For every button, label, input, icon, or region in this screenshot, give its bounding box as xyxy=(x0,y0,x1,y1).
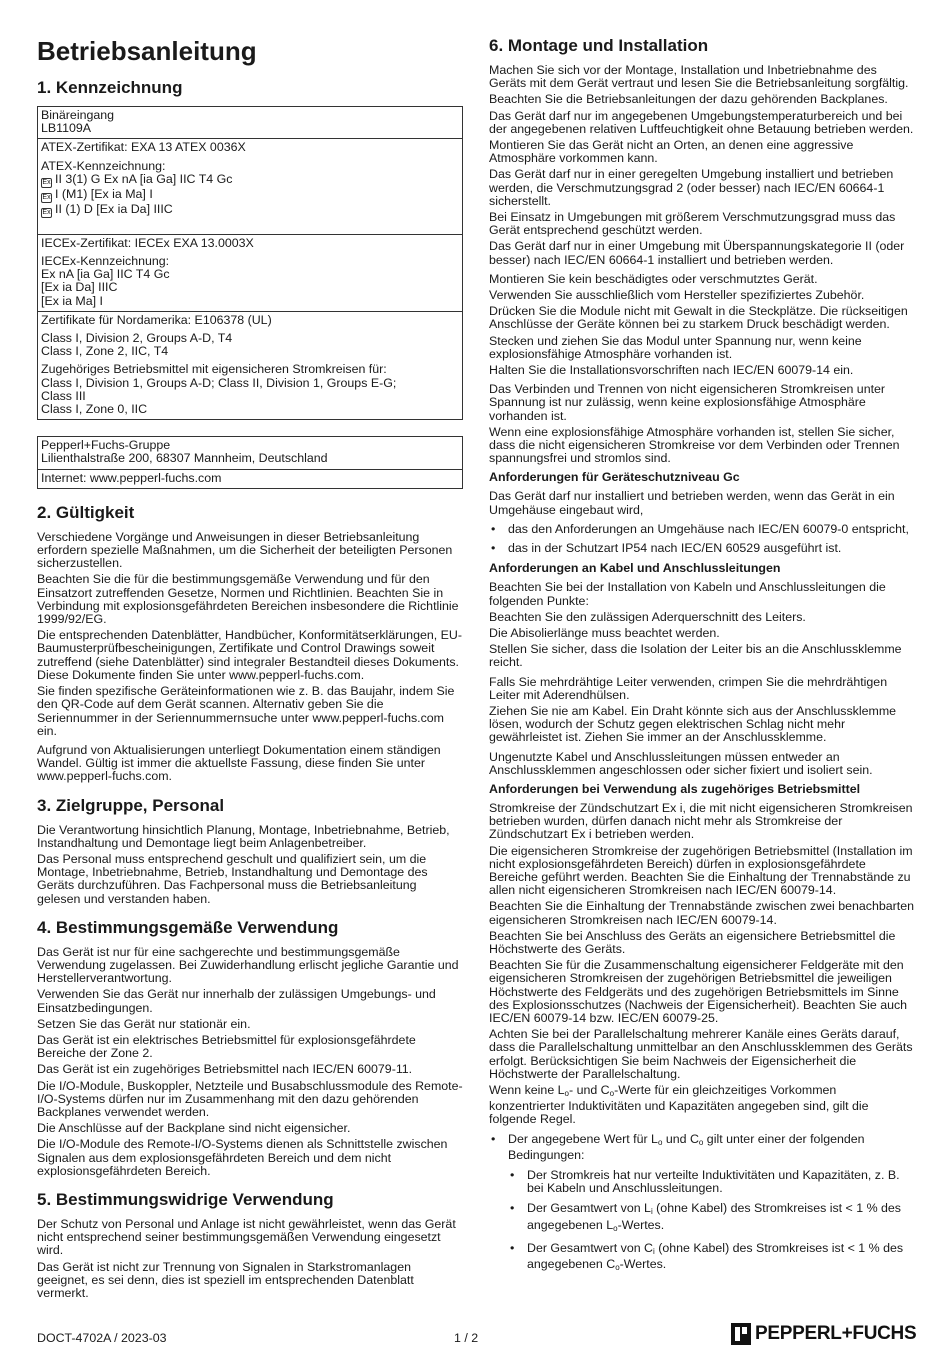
atex-marking-line: Ex II 3(1) G Ex nA [ia Ga] IIC T4 Gc xyxy=(42,171,233,186)
paragraph: Das Verbinden und Trennen von nicht eigensicheren Stromkreisen unter Spannung ist nur zulässig, wenn keine explosionsfähige Atmosphäre vorhanden ist. xyxy=(489,382,886,423)
ul-assoc-line: Class III xyxy=(41,388,86,403)
cable-heading: Anforderungen an Kabel und Anschlussleitungen xyxy=(489,561,781,576)
assoc-heading: Anforderungen bei Verwendung als zugehöriges Betriebsmittel xyxy=(489,781,861,796)
paragraph: Beachten Sie die Einhaltung der Trennabstände zwischen zwei benachbarten eigensicheren Stromkreisen nach IEC/EN 60079-14. xyxy=(489,899,915,927)
paragraph: Beachten Sie bei Anschluss des Geräts an eigensichere Betriebsmittel die Höchstwerte des Geräts. xyxy=(489,928,896,956)
logo-text: PEPPERL+FUCHS xyxy=(755,1323,917,1344)
paragraph: Aufgrund von Aktualisierungen unterliegt Dokumentation einem ständigen Wandel. Gültig ist immer die aktuellste Fassung, diese finden Sie unter www.pepperl-fuchs.com. xyxy=(37,742,441,784)
paragraph: Die I/O-Module, Buskoppler, Netzteile und Busabschlussmodule des Remote-I/O-Systems dürfen nur im Zusammenhang mit den dazu gehörenden Backplanes verwendet werden. xyxy=(37,1078,463,1119)
iecex-certificate: IECEx-Zertifikat: IECEx EXA 13.0003X xyxy=(41,235,254,250)
ul-assoc-line: Zugehöriges Betriebsmittel mit eigensicheren Stromkreisen für: xyxy=(41,362,387,377)
atex-marking-line: Ex I (M1) [Ex ia Ma] I xyxy=(42,186,153,201)
paragraph: Die I/O-Module des Remote-I/O-Systems dienen als Schnittstelle zwischen Signalen aus dem explosionsgefährdeten Bereich und dem nicht explosionsgefährdeten Bereich. xyxy=(37,1137,448,1178)
list-item: • Der angegebene Wert für $L_o$ und $C_o$ gilt unter einer der folgenden Bedingungen: • Der Stromkreis hat nur verteilte Induktivitäten und Kapazitäten, z. B. bei Kabeln und Anschlussleitungen. • Der Gesamtwert von $L_i$ (ohne Kabel) des Stromkreises ist < 1 % des angegebenen $L_o$-Wertes. • Der Gesamtwert von $C_i$ (ohne Kabel) des Stromkreises ist < 1 % des angegebenen $C_o$-Wertes. xyxy=(489,1133,915,1275)
company-cell xyxy=(38,437,462,469)
product-model: LB1109A xyxy=(41,121,92,136)
left-column xyxy=(37,36,463,1303)
list-item: • Der Gesamtwert von $L_i$ (ohne Kabel) des Stromkreises ist < 1 % des angegebenen $L_o$-Wertes. xyxy=(508,1202,915,1234)
lc-paragraph: Wenn keine $L_o-$ und $C_o$-Werte für ein gleichzeitiges Vorkommen konzentrierter Induktivitäten und Kapazitäten angegeben sind, gilt die folgende Regel. xyxy=(489,1083,869,1127)
paragraph: Das Gerät darf nur installiert und betrieben werden, wenn das Gerät in ein Umgehäuse eingebaut wird, xyxy=(489,489,895,517)
section-1-heading: 1. Kennzeichnung xyxy=(37,78,183,97)
right-column xyxy=(489,36,915,1281)
lc-list xyxy=(489,1133,915,1275)
paragraph: Verwenden Sie ausschließlich vom Hersteller spezifiziertes Zubehör. xyxy=(489,288,865,303)
paragraph: Montieren Sie das Gerät nicht an Orten, an denen eine aggressive Atmosphäre vorkommen kann. xyxy=(489,138,854,166)
iecex-marking-label: IECEx-Kennzeichnung: xyxy=(41,254,170,269)
paragraph: Beachten Sie die für die bestimmungsgemäße Verwendung und für den Einsatzort zutreffenden Gesetze, Normen und Richtlinien. Beachten Sie in Verbindung mit explosionsgefährdeten Bereichen insbesondere die Richtlinie 1999/92/EG. xyxy=(37,572,459,627)
section-2-heading: 2. Gültigkeit xyxy=(37,502,135,522)
paragraph: Beachten Sie den zulässigen Aderquerschnitt des Leiters. xyxy=(489,609,806,624)
paragraph: Setzen Sie das Gerät nur stationär ein. xyxy=(37,1016,251,1031)
iecex-marking-line: Ex nA [ia Ga] IIC T4 Gc xyxy=(41,267,170,282)
paragraph: Montieren Sie kein beschädigtes oder verschmutztes Gerät. xyxy=(489,271,818,286)
internet-cell xyxy=(38,470,462,488)
paragraph: Die Anschlüsse auf der Backplane sind nicht eigensicher. xyxy=(37,1121,351,1136)
paragraph: Beachten Sie die Betriebsanleitungen der dazu gehörenden Backplanes. xyxy=(489,92,888,107)
document-number: DOCT-4702A / 2023-03 xyxy=(37,1331,167,1345)
company-internet: Internet: www.pepperl-fuchs.com xyxy=(41,470,222,485)
paragraph: Der Schutz von Personal und Anlage ist nicht gewährleistet, wenn das Gerät nicht entsprechend seiner bestimmungsgemäßen Verwendung eingesetzt wird. xyxy=(37,1216,456,1258)
paragraph: Das Gerät darf nur im angegebenen Umgebungstemperaturbereich und bei der angegebenen relativen Luftfeuchtigkeit ohne Betauung betrieben werden. xyxy=(489,108,914,136)
paragraph: Halten Sie die Installationsvorschriften nach IEC/EN 60079-14 ein. xyxy=(489,363,854,378)
paragraph: Die entsprechenden Datenblätter, Handbücher, Konformitätserklärungen, EU-Baumusterprüfbescheinigungen, Zertifikate und Control Drawings soweit zutreffend (siehe Datenblätter) sind integraler Bestandteil dieses Dokuments. Diese Dokumente finden Sie unter www.pepperl-fuchs.com. xyxy=(37,628,462,682)
atex-certificate: ATEX-Zertifikat: EXA 13 ATEX 0036X xyxy=(41,140,246,155)
list-item: • Der Stromkreis hat nur verteilte Induktivitäten und Kapazitäten, z. B. bei Kabeln und Anschlussleitungen. xyxy=(508,1169,915,1195)
marking-box xyxy=(37,106,463,420)
paragraph: Das Gerät ist ein elektrisches Betriebsmittel für explosionsgefährdete Bereiche der Zone 2. xyxy=(37,1032,416,1061)
atex-marking-label: ATEX-Kennzeichnung: xyxy=(41,158,166,173)
section-5-heading: 5. Bestimmungswidrige Verwendung xyxy=(37,1189,334,1209)
paragraph: Machen Sie sich vor der Montage, Installation und Inbetriebnahme des Geräts mit dem Gerät vertraut und lesen Sie die Betriebsanleitung sorgfältig. xyxy=(489,63,909,91)
page-number: 1 / 2 xyxy=(454,1331,479,1345)
paragraph: Beachten Sie bei der Installation von Kabeln und Anschlussleitungen die folgenden Punkte: xyxy=(489,580,886,608)
section-4-heading: 4. Bestimmungsgemäße Verwendung xyxy=(37,917,339,937)
paragraph: Ziehen Sie nie am Kabel. Ein Draht könnte sich aus der Anschlussklemme lösen, wodurch der Schutz gegen elektrischen Schlag nicht mehr gewährleistet ist. Ziehen Sie immer an der Anschlussklemme. xyxy=(489,703,897,745)
list-item: • das den Anforderungen an Umgehäuse nach IEC/EN 60079-0 entspricht, xyxy=(489,523,915,536)
list-item: • das in der Schutzart IP54 nach IEC/EN 60529 ausgeführt ist. xyxy=(489,542,915,555)
paragraph: Ungenutzte Kabel und Anschlussleitungen müssen entweder an Anschlussklemmen angeschlossen oder sicher fixiert und isoliert sein. xyxy=(489,749,873,777)
paragraph: Wenn eine explosionsfähige Atmosphäre vorhanden ist, stellen Sie sicher, dass die nicht eigensicheren Stromkreise vor dem Verbinden oder Trennen spannungsfrei und stromlos sind. xyxy=(489,424,900,466)
iecex-marking-line: [Ex ia Ma] I xyxy=(41,293,103,308)
company-name: Pepperl+Fuchs-Gruppe xyxy=(41,438,171,453)
iecex-cell xyxy=(38,235,462,312)
ul-class-line: Class I, Zone 2, IIC, T4 xyxy=(41,344,169,359)
iecex-marking-line: [Ex ia Da] IIIC xyxy=(41,280,118,295)
pf-logo-icon xyxy=(731,1323,751,1345)
company-address: Lilienthalstraße 200, 68307 Mannheim, Deutschland xyxy=(41,451,328,466)
paragraph: Das Gerät darf nur in einer Umgebung mit Überspannungskategorie II (oder besser) nach IEC/EN 60664-1 installiert und betrieben werden. xyxy=(489,239,905,267)
paragraph: Das Gerät ist nur für eine sachgerechte und bestimmungsgemäße Verwendung zugelassen. Bei Zuwiderhandlung erlischt jegliche Garantie und Herstellerverantwortung. xyxy=(37,944,459,986)
paragraph: Das Gerät ist ein zugehöriges Betriebsmittel nach IEC/EN 60079-11. xyxy=(37,1062,413,1077)
lc-sublist xyxy=(508,1169,915,1274)
paragraph: Drücken Sie die Module nicht mit Gewalt in die Steckplätze. Die rückseitigen Anschlüsse der Geräte können bei zu starkem Druck beschädigt werden. xyxy=(489,304,908,332)
ul-class-line: Class I, Division 2, Groups A-D, T4 xyxy=(41,331,233,346)
ul-certificate: Zertifikate für Nordamerika: E106378 (UL) xyxy=(41,312,272,327)
paragraph: Verwenden Sie das Gerät nur innerhalb der zulässigen Umgebungs- und Einsatzbedingungen. xyxy=(37,987,436,1015)
section-6-heading: 6. Montage und Installation xyxy=(489,36,709,55)
paragraph: Stecken und ziehen Sie das Modul unter Spannung nur, wenn keine explosionsfähige Atmosphäre vorhanden ist. xyxy=(489,333,862,361)
paragraph: Die eigensicheren Stromkreise der zugehörigen Betriebsmittel (Installation im nicht explosionsgefährdeten Bereich) dürfen in explosionsgefährdete Bereiche geführt werden. Beachten Sie die Einhaltung der Trennabstände zu allen nicht eigensicheren Stromkreisen nach IEC/EN 60079-14. xyxy=(489,843,913,898)
paragraph: Sie finden spezifische Geräteinformationen wie z. B. das Baujahr, indem Sie den QR-Code auf dem Gerät scannen. Alternativ geben Sie die Seriennummer in der Seriennummernsuche unter www.pepperl-fuchs.com ein. xyxy=(37,684,455,738)
ex-symbol-icon: Ex xyxy=(42,178,51,186)
atex-cell xyxy=(38,139,462,234)
paragraph: Bei Einsatz in Umgebungen mit größerem Verschmutzungsgrad muss das Gerät entsprechend geschützt werden. xyxy=(489,210,896,238)
product-type: Binäreingang xyxy=(41,108,115,122)
ul-assoc-line: Class I, Division 1, Groups A-D; Class II, Division 1, Groups E-G; xyxy=(41,375,397,390)
list-item: • Der Gesamtwert von $C_i$ (ohne Kabel) des Stromkreises ist < 1 % des angegebenen $C_o$-Wertes. xyxy=(508,1242,915,1274)
paragraph: Falls Sie mehrdrähtige Leiter verwenden, crimpen Sie die mehrdrähtigen Leiter mit Aderendhülsen. xyxy=(489,674,888,702)
ul-assoc-line: Class I, Zone 0, IIC xyxy=(41,402,148,417)
paragraph: Das Gerät ist nicht zur Trennung von Signalen in Starkstromanlagen geeignet, es sei denn, dies ist speziell im entsprechenden Datenblatt vermerkt. xyxy=(37,1259,414,1300)
atex-marking-line: Ex II (1) D [Ex ia Da] IIIC xyxy=(42,201,173,216)
ex-symbol-icon: Ex xyxy=(42,193,51,201)
paragraph: Die Verantwortung hinsichtlich Planung, Montage, Inbetriebnahme, Betrieb, Instandhaltung und Demontage liegt beim Anlagenbetreiber. xyxy=(37,822,450,850)
ex-symbol-icon: Ex xyxy=(42,208,51,216)
paragraph: Die Abisolierlänge muss beachtet werden. xyxy=(489,625,720,640)
paragraph: Beachten Sie für die Zusammenschaltung eigensicherer Feldgeräte mit den eigensicheren Stromkreisen der zugehörigen Betriebsmittel die jeweiligen Höchstwerte des Feldgeräts und des zugehörigen Betriebsmittels im Sinne des Explosionsschutzes (Nachweis der Eigensicherheit). Beachten Sie auch IEC/EN 60079-14 bzw. IEC/EN 60079-25. xyxy=(489,958,908,1025)
gc-heading: Anforderungen für Geräteschutzniveau Gc xyxy=(489,470,740,485)
company-logo xyxy=(731,1323,916,1345)
paragraph: Achten Sie bei der Parallelschaltung mehrerer Kanäle eines Geräts darauf, dass die Parallelschaltung unmittelbar an den Anschlussklemmen des Geräts erfolgt. Berücksichtigen Sie beim Nachweis der Eigensicherheit die Höchstwerte der Parallelschaltung. xyxy=(489,1027,913,1081)
paragraph: Stellen Sie sicher, dass die Isolation der Leiter bis an die Anschlussklemme reicht. xyxy=(489,642,902,670)
paragraph: Das Personal muss entsprechend geschult und qualifiziert sein, um die Montage, Inbetriebnahme, Betrieb, Instandhaltung und Demontage des Geräts durchzuführen. Das Fachpersonal muss die Betriebsanleitung gelesen und verstanden haben. xyxy=(37,851,428,906)
paragraph: Verschiedene Vorgänge und Anweisungen in dieser Betriebsanleitung erfordern spezielle Maßnahmen, um die Sicherheit der beteiligten Personen sicherzustellen. xyxy=(37,529,453,571)
ul-cell xyxy=(38,312,462,419)
company-box xyxy=(37,436,463,489)
section-3-heading: 3. Zielgruppe, Personal xyxy=(37,795,225,815)
paragraph: Das Gerät darf nur in einer geregelten Umgebung installiert und betrieben werden, die Verschmutzungsgrad 2 (oder besser) nach IEC/EN 60664-1 sicherstellt. xyxy=(489,167,894,208)
product-cell xyxy=(38,107,462,139)
gc-list xyxy=(489,523,915,555)
page-title: Betriebsanleitung xyxy=(37,36,257,66)
paragraph: Stromkreise der Zündschutzart Ex i, die mit nicht eigensicheren Stromkreisen betrieben wurden, dürfen danach nicht mehr als Stromkreise der Zündschutzart Ex i betrieben werden. xyxy=(489,800,913,842)
